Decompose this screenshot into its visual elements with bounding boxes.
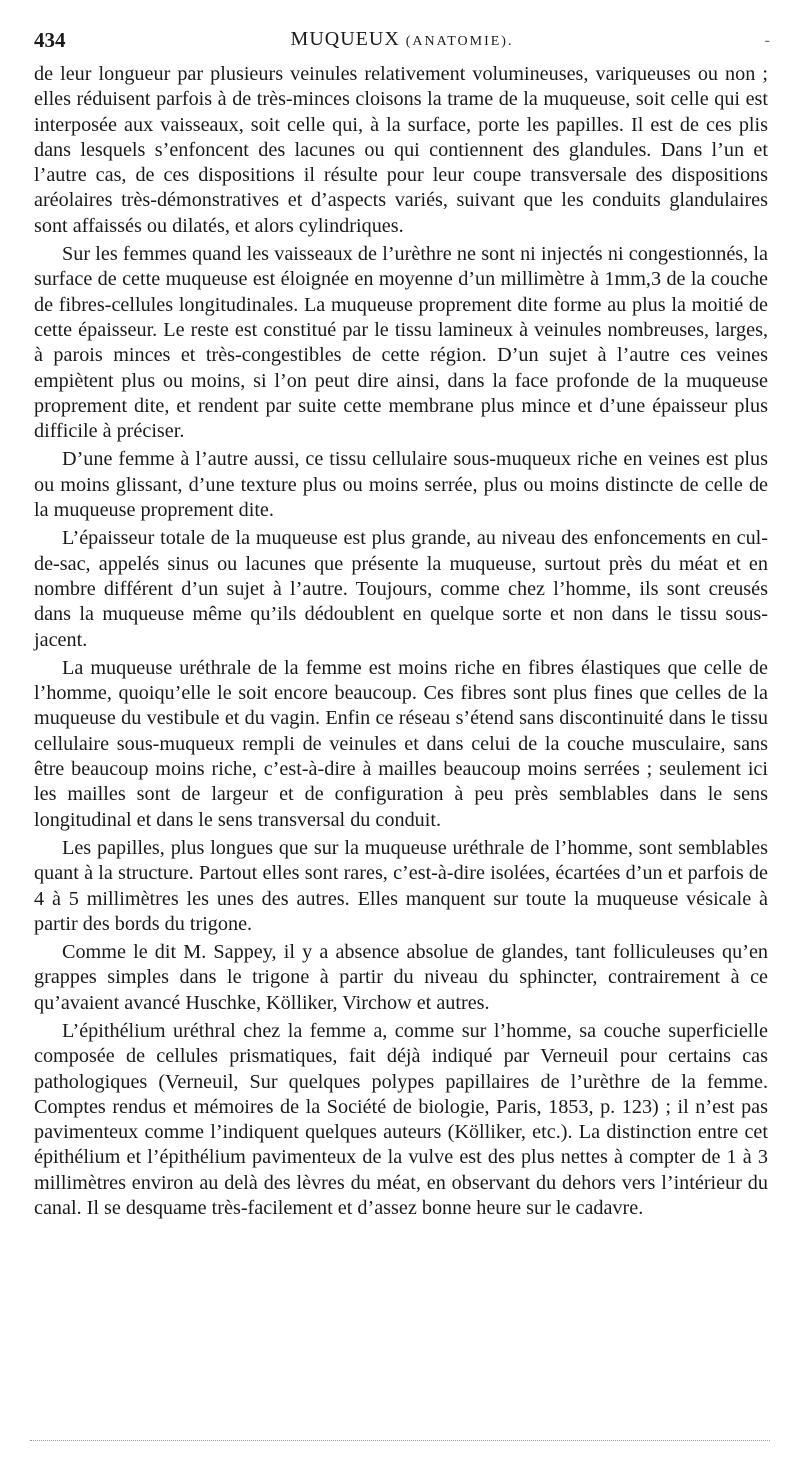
paragraph-3: D’une femme à l’autre aussi, ce tissu cellulaire sous-muqueux riche en veines est plus ou moins glissant, d’une texture plus ou moins serrée, plus ou moins distincte de celle de la muqueuse proprement dite. xyxy=(34,448,768,522)
paragraph-1: de leur longueur par plusieurs veinules relativement volumineuses, variqueuses ou non ; elles réduisent parfois à de très-minces cloisons la trame de la muqueuse, soit celle qui est interposée aux vaisseaux, soit celle qui, à la surface, porte les papilles. Il est de ces plis dans lesquels s’enfoncent des lacunes ou qui contiennent des glandules. Dans l’un et l’autre cas, de ces dispositions il résulte pour leur coupe transversale des dispositions aréolaires très-démonstratives et d’aspects variés, suivant que les conduits glandulaires sont affaissés ou dilatés, et alors cylindriques. xyxy=(34,63,768,237)
paragraph-4: L’épaisseur totale de la muqueuse est plus grande, au niveau des enfoncements en cul-de-sac, appelés sinus ou lacunes que présente la muqueuse, surtout près du méat et en nombre différent d’un sujet à l’autre. Toujours, comme chez l’homme, ils sont creusés dans la muqueuse même qu’ils dédoublent en quelque sorte et non dans le tissu sous-jacent. xyxy=(34,527,768,651)
paragraph-5: La muqueuse uréthrale de la femme est moins riche en fibres élastiques que celle de l’homme, quoiqu’elle le soit encore beaucoup. Ces fibres sont plus fines que celles de la muqueuse du vestibule et du vagin. Enfin ce réseau s’étend sans discontinuité dans le tissu cellulaire sous-muqueux rempli de veinules et dans celui de la couche musculaire, sans être beaucoup moins riche, c’est-à-dire à mailles beaucoup moins serrées ; seulement ici les mailles sont de largeur et de configuration à peu près semblables dans le sens longitudinal et dans le sens transversal du conduit. xyxy=(34,656,768,831)
paragraph-6: Les papilles, plus longues que sur la muqueuse uréthrale de l’homme, sont semblables quant à la structure. Partout elles sont rares, c’est-à-dire isolées, écartées d’un et parfois de 4 à 5 millimètres les unes des autres. Elles manquent sur toute la muqueuse vésicale à partir des bords du trigone. xyxy=(34,836,768,935)
paragraph-8: L’épithélium uréthral chez la femme a, comme sur l’homme, sa couche superficielle composée de cellules prismatiques, fait déjà indiqué par Verneuil pour certains cas pathologiques (Verneuil, Sur quelques polypes papillaires de l’urèthre de la femme. Comptes rendus et mémoires de la Société de biologie, Paris, 1853, p. 123) ; il n’est pas pavimenteux comme l’indiquent quelques auteurs (Kölliker, etc.). La distinction entre cet épithélium et l’épithélium pavimenteux de la vulve est des plus nettes à compter de 1 à 3 millimètres environ au delà des lèvres du méat, en observant du dehors vers l’intérieur du canal. Il se desquame très-facilement et d’assez bonne heure sur le cadavre. xyxy=(34,1019,768,1220)
footer-dotted-rule xyxy=(30,1440,770,1441)
page-header xyxy=(34,26,770,56)
page-number: 434 xyxy=(34,28,66,52)
corner-mark: - xyxy=(764,32,770,49)
body-text xyxy=(34,62,768,1224)
running-title-subtitle: (ANATOMIE). xyxy=(405,34,514,49)
running-title xyxy=(34,28,770,51)
running-title-main: MUQUEUX xyxy=(290,28,400,50)
paragraph-7: Comme le dit M. Sappey, il y a absence absolue de glandes, tant folliculeuses qu’en grappes simples dans le trigone à partir du niveau du sphincter, contrairement à ce qu’avaient avancé Huschke, Kölliker, Virchow et autres. xyxy=(34,941,768,1014)
paragraph-2: Sur les femmes quand les vaisseaux de l’urèthre ne sont ni injectés ni congestionnés, la surface de cette muqueuse est éloignée en moyenne d’un millimètre à 1mm,3 de la couche de fibres-cellules longitudinales. La muqueuse proprement dite forme au plus la moitié de cette épaisseur. Le reste est constitué par le tissu lamineux à veinules nombreuses, larges, à parois minces et très-congestibles de cette région. D’un sujet à l’autre ces veines empiètent plus ou moins, si l’on peut dire ainsi, dans la face profonde de la muqueuse proprement dite, et rendent par suite cette membrane plus mince et d’une épaisseur plus difficile à préciser. xyxy=(34,243,768,443)
